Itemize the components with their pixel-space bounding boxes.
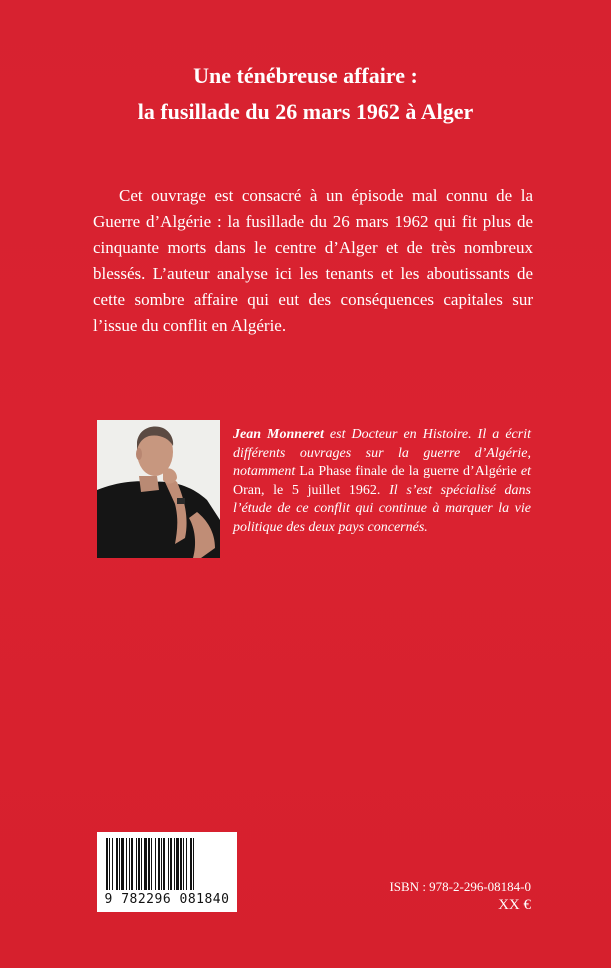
barcode-bar: [186, 838, 187, 890]
barcode-bars: [106, 838, 228, 890]
barcode-bar: [180, 838, 182, 890]
author-bio: [233, 426, 531, 537]
author-photo: [97, 420, 220, 558]
barcode-bar: [190, 838, 192, 890]
barcode-bar: [158, 838, 160, 890]
barcode-bar: [126, 838, 127, 890]
book-title: [0, 58, 611, 130]
bio-text-1: est Docteur en Histoire. Il a écrit différents ouvrages sur la guerre d’Algérie, notamment: [233, 427, 532, 479]
barcode-bar: [155, 838, 156, 890]
barcode-bar: [109, 838, 110, 890]
barcode-bar: [141, 838, 142, 890]
barcode: [97, 832, 237, 912]
barcode-bar: [193, 838, 194, 890]
isbn: ISBN : 978-2-296-08184-0: [389, 879, 531, 894]
barcode-digits: 9 782296 081840: [104, 892, 230, 907]
barcode-bar: [151, 838, 152, 890]
barcode-bar: [174, 838, 175, 890]
price: XX €: [498, 897, 531, 913]
barcode-bar: [136, 838, 137, 890]
barcode-bar: [119, 838, 120, 890]
barcode-bar: [163, 838, 165, 890]
barcode-bar: [121, 838, 124, 890]
author-name: Jean Monneret: [233, 427, 324, 442]
barcode-bar: [176, 838, 179, 890]
title-line-1: Une ténébreuse affaire :: [193, 63, 418, 88]
barcode-bar: [138, 838, 140, 890]
bio-text-2: et: [516, 464, 531, 479]
bio-book-title-2: Oran, le 5 juillet 1962.: [233, 482, 381, 498]
barcode-bar: [129, 838, 130, 890]
barcode-bar: [106, 838, 108, 890]
barcode-bar: [183, 838, 184, 890]
barcode-bar: [170, 838, 172, 890]
barcode-bar: [144, 838, 147, 890]
barcode-bar: [116, 838, 118, 890]
title-line-2: la fusillade du 26 mars 1962 à Alger: [137, 99, 474, 124]
barcode-bar: [168, 838, 169, 890]
barcode-bar: [131, 838, 133, 890]
bio-text-3: Il s’est spécialisé dans l’étude de ce conflit qui continue à marquer la vie politique des deux pays concernés.: [233, 482, 531, 535]
barcode-bar: [148, 838, 150, 890]
book-summary: Cet ouvrage est consacré à un épisode mal connu de la Guerre d’Algérie : la fusillade du 26 mars 1962 qui fit plus de cinquante morts dans le centre d’Alger et de très nombreux blessés. L’auteur analyse ici les tenants et les aboutissants de cette sombre affaire qui eut des conséquences capitales sur l’issue du conflit en Algérie.: [93, 186, 533, 335]
barcode-bar: [112, 838, 113, 890]
bio-book-title-1: La Phase finale de la guerre d’Algérie: [299, 464, 517, 479]
barcode-bar: [161, 838, 162, 890]
